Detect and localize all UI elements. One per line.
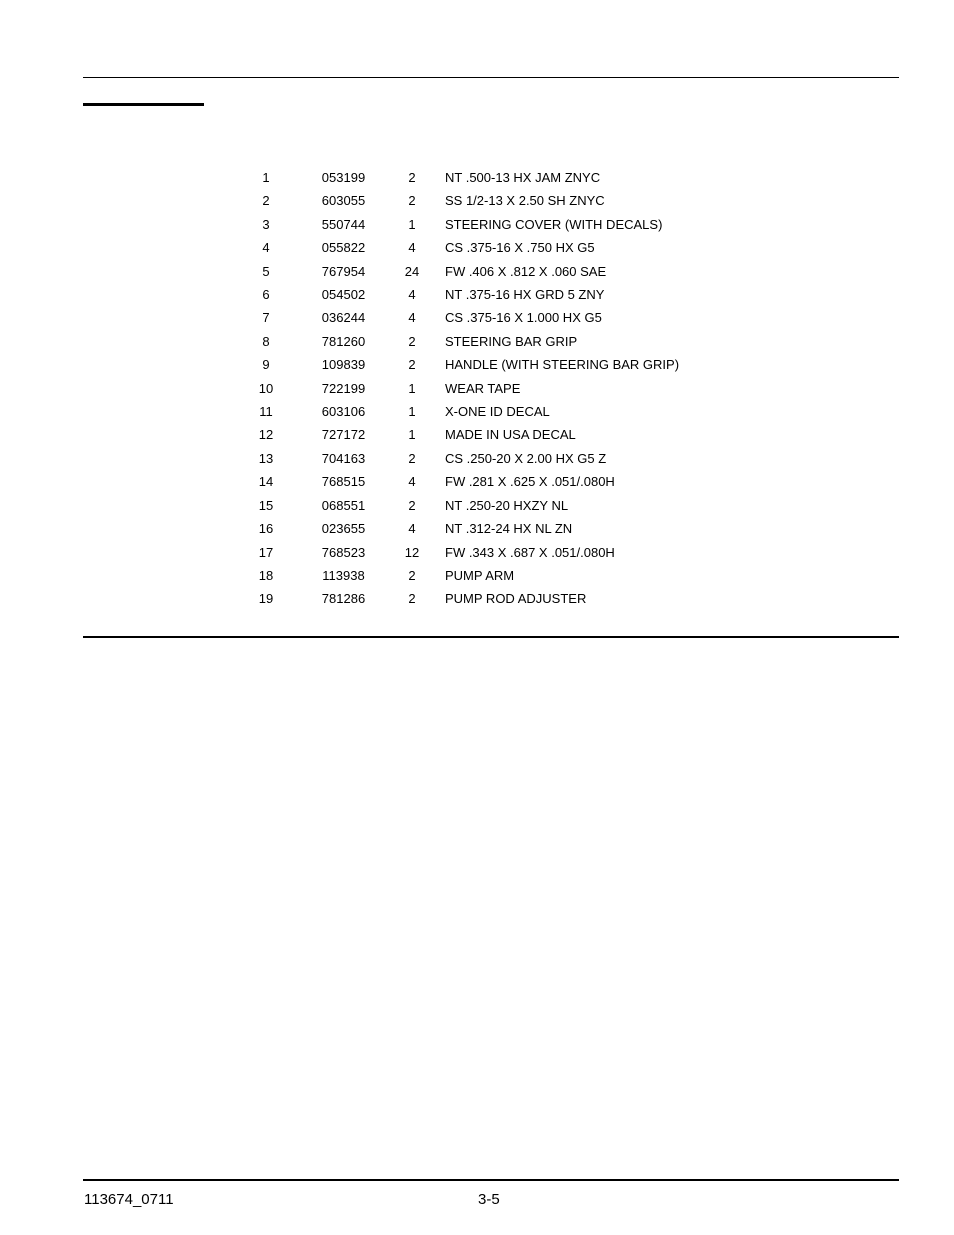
- parts-row: [236, 236, 725, 259]
- part-number-cell: 768515: [321, 474, 366, 490]
- parts-row: [236, 423, 725, 446]
- quantity-cell: 4: [408, 310, 416, 326]
- parts-row: [236, 260, 725, 283]
- quantity-cell: 4: [408, 287, 416, 303]
- parts-row: [236, 213, 725, 236]
- quantity-cell: 4: [408, 521, 416, 537]
- description-cell: NT .250-20 HXZY NL: [445, 497, 569, 513]
- quantity-cell: 4: [408, 474, 416, 490]
- footer-page-number: 3-5: [478, 1191, 500, 1208]
- parts-list-body: [236, 166, 725, 611]
- item-number-cell: 16: [258, 521, 274, 537]
- quantity-cell: 2: [408, 591, 416, 607]
- item-number-cell: 1: [262, 170, 270, 185]
- part-number-cell: 603106: [321, 404, 366, 420]
- part-number-cell: 068551: [321, 497, 366, 513]
- quantity-cell: 2: [408, 357, 416, 373]
- part-number-cell: 113938: [322, 567, 365, 583]
- parts-row: [236, 564, 725, 587]
- item-number-cell: 17: [258, 544, 274, 560]
- part-number-cell: 550744: [321, 216, 366, 232]
- parts-row: [236, 377, 725, 400]
- footer-document-number: 113674_0711: [84, 1191, 174, 1208]
- description-cell: SS 1/2-13 X 2.50 SH ZNYC: [445, 193, 605, 209]
- part-number-cell: 727172: [321, 427, 366, 443]
- quantity-cell: 24: [404, 263, 420, 279]
- description-cell: CS .375-16 X 1.000 HX G5: [445, 310, 602, 326]
- footer-rule: [83, 1179, 899, 1181]
- parts-list-table: [236, 166, 725, 611]
- description-cell: FW .343 X .687 X .051/.080H: [445, 544, 615, 560]
- description-cell: CS .250-20 X 2.00 HX G5 Z: [445, 450, 607, 466]
- description-cell: STEERING BAR GRIP: [445, 333, 578, 349]
- description-cell: PUMP ROD ADJUSTER: [445, 591, 587, 607]
- part-number-cell: 054502: [321, 287, 366, 303]
- part-number-cell: 781286: [321, 591, 366, 607]
- description-cell: STEERING COVER (WITH DECALS): [445, 216, 663, 232]
- quantity-cell: 2: [408, 170, 416, 185]
- description-cell: NT .312-24 HX NL ZN: [445, 521, 573, 537]
- quantity-cell: 1: [408, 404, 416, 420]
- part-number-cell: 704163: [321, 450, 366, 466]
- description-cell: FW .281 X .625 X .051/.080H: [445, 474, 615, 490]
- part-number-cell: 023655: [321, 521, 366, 537]
- description-cell: HANDLE (WITH STEERING BAR GRIP): [445, 357, 680, 373]
- quantity-cell: 1: [408, 216, 416, 232]
- parts-row: [236, 306, 725, 329]
- item-number-cell: 14: [258, 474, 274, 490]
- description-cell: MADE IN USA DECAL: [445, 427, 576, 443]
- item-number-cell: 15: [258, 497, 274, 513]
- parts-row: [236, 587, 725, 610]
- item-number-cell: 8: [262, 333, 270, 349]
- parts-row: [236, 353, 725, 376]
- part-number-cell: 055822: [321, 240, 366, 256]
- item-number-cell: 18: [258, 567, 274, 583]
- item-number-cell: 11: [259, 404, 273, 420]
- part-number-cell: 781260: [321, 333, 366, 349]
- parts-row: [236, 330, 725, 353]
- part-number-cell: 767954: [321, 263, 366, 279]
- description-cell: NT .375-16 HX GRD 5 ZNY: [445, 287, 605, 303]
- description-cell: PUMP ARM: [445, 567, 515, 583]
- parts-row: [236, 494, 725, 517]
- section-title-underline: [83, 103, 204, 106]
- parts-row: [236, 400, 725, 423]
- item-number-cell: 19: [258, 591, 274, 607]
- item-number-cell: 5: [262, 263, 270, 279]
- quantity-cell: 4: [408, 240, 416, 256]
- description-cell: CS .375-16 X .750 HX G5: [445, 240, 595, 256]
- item-number-cell: 12: [258, 427, 274, 443]
- quantity-cell: 2: [408, 193, 416, 209]
- quantity-cell: 1: [408, 380, 416, 396]
- item-number-cell: 7: [262, 310, 270, 326]
- parts-row: [236, 541, 725, 564]
- description-cell: FW .406 X .812 X .060 SAE: [445, 263, 607, 279]
- parts-row: [236, 283, 725, 306]
- quantity-cell: 2: [408, 450, 416, 466]
- item-number-cell: 13: [258, 450, 274, 466]
- item-number-cell: 2: [262, 193, 270, 209]
- quantity-cell: 12: [404, 544, 420, 560]
- part-number-cell: 768523: [321, 544, 366, 560]
- part-number-cell: 036244: [321, 310, 366, 326]
- table-bottom-rule: [83, 636, 899, 638]
- item-number-cell: 6: [262, 287, 270, 303]
- quantity-cell: 2: [408, 567, 416, 583]
- item-number-cell: 3: [262, 216, 270, 232]
- quantity-cell: 2: [408, 497, 416, 513]
- description-cell: X-ONE ID DECAL: [445, 404, 550, 420]
- part-number-cell: 053199: [321, 170, 366, 185]
- parts-row: [236, 189, 725, 212]
- item-number-cell: 10: [258, 380, 274, 396]
- description-cell: WEAR TAPE: [445, 380, 521, 396]
- parts-row: [236, 166, 725, 189]
- parts-row: [236, 517, 725, 540]
- part-number-cell: 722199: [321, 380, 366, 396]
- part-number-cell: 109839: [321, 357, 366, 373]
- parts-row: [236, 447, 725, 470]
- part-number-cell: 603055: [321, 193, 366, 209]
- parts-row: [236, 470, 725, 493]
- description-cell: NT .500-13 HX JAM ZNYC: [445, 170, 601, 185]
- quantity-cell: 1: [408, 427, 416, 443]
- item-number-cell: 9: [262, 357, 270, 373]
- header-rule: [83, 77, 899, 78]
- item-number-cell: 4: [262, 240, 270, 256]
- quantity-cell: 2: [408, 333, 416, 349]
